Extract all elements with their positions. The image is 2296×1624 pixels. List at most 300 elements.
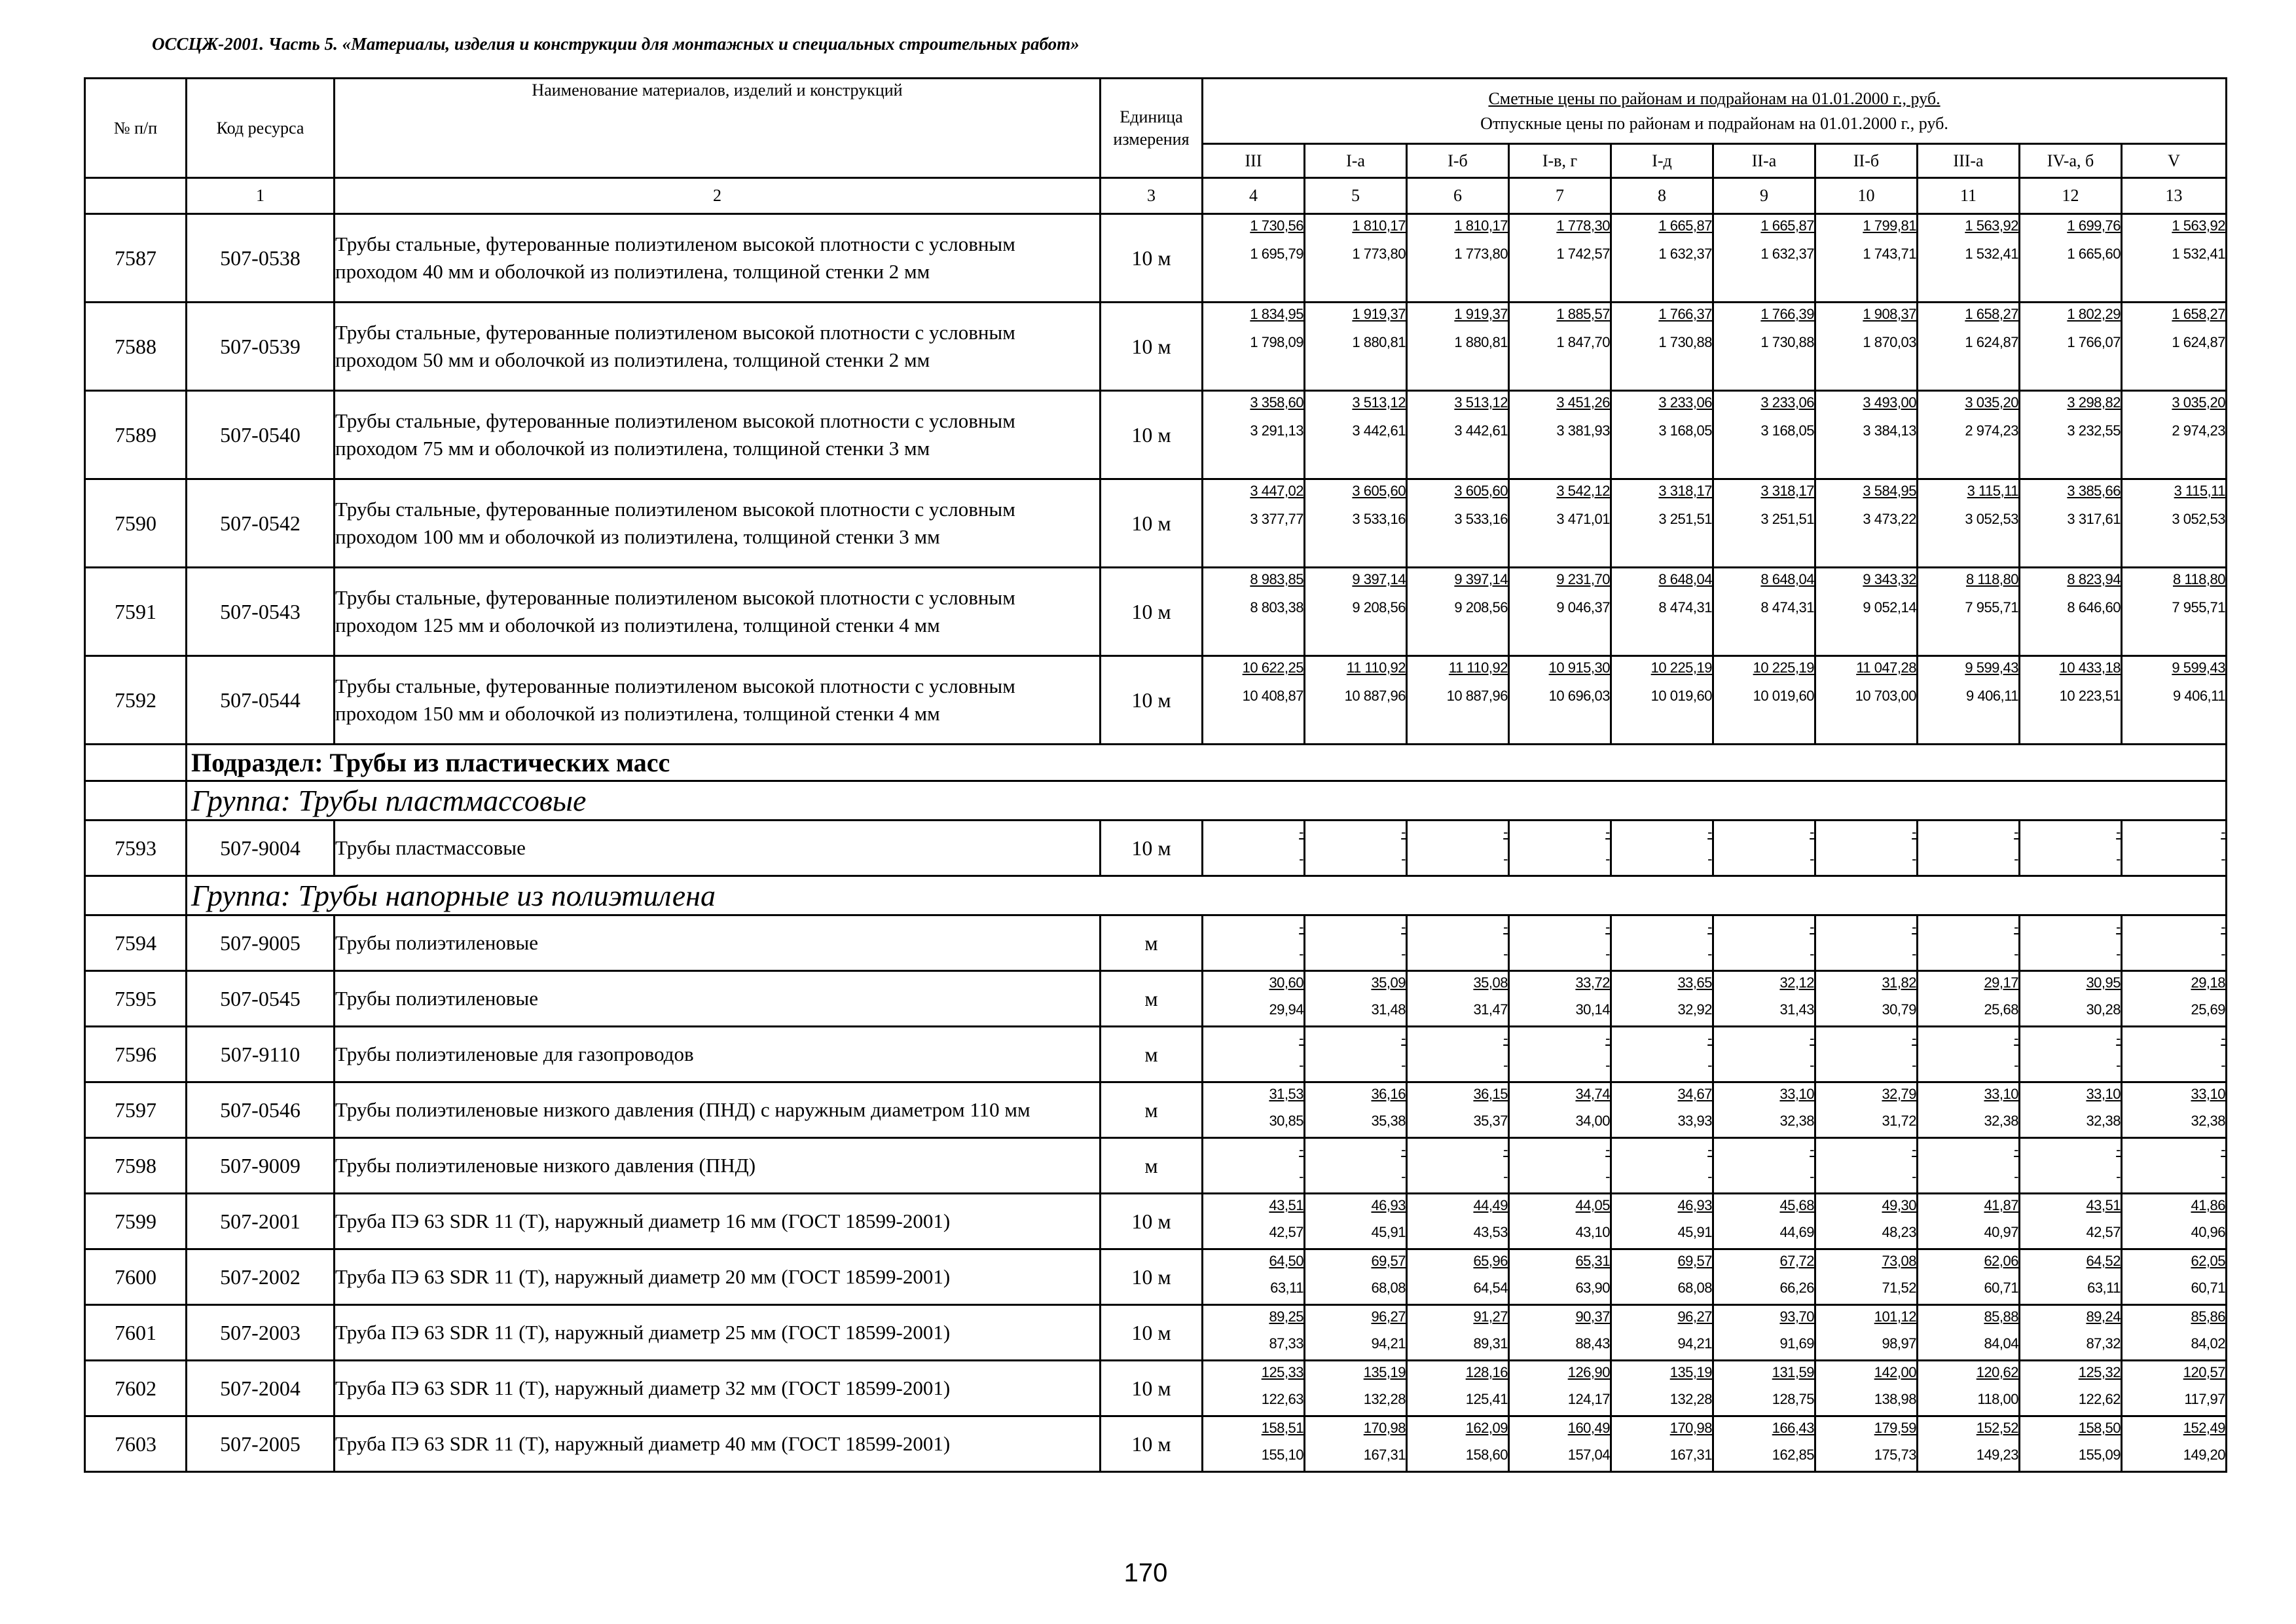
release-price: - <box>1707 945 1712 962</box>
resource-code: 507-2001 <box>187 1194 335 1249</box>
estimate-price: 3 035,20 <box>2172 394 2226 411</box>
item-name: Трубы стальные, футерованные полиэтиленом высокой плотности с условным проходом 40 мм и оболочкой из полиэтилена, толщиной стенки 2 мм <box>335 214 1101 303</box>
price-cell <box>1713 656 1815 745</box>
release-price: 1 773,80 <box>1352 245 1406 262</box>
price-cell <box>1407 1249 1509 1305</box>
estimate-price: 135,19 <box>1669 1364 1712 1380</box>
release-price: 32,38 <box>1984 1112 2018 1129</box>
estimate-price: 1 810,17 <box>1454 217 1508 234</box>
price-cell <box>2020 568 2122 656</box>
release-price: 87,33 <box>1269 1335 1303 1352</box>
release-price: 3 384,13 <box>1863 422 1916 439</box>
estimate-price: 1 658,27 <box>2172 306 2226 322</box>
estimate-price: 44,49 <box>1473 1197 1508 1213</box>
estimate-price: 43,51 <box>2086 1197 2121 1213</box>
estimate-price: 91,27 <box>1473 1308 1508 1325</box>
estimate-price: 158,51 <box>1261 1420 1303 1436</box>
release-price: 2 974,23 <box>2172 422 2226 439</box>
row-number: 7601 <box>85 1305 187 1361</box>
release-price: 31,47 <box>1473 1001 1508 1018</box>
release-price: 9 208,56 <box>1454 599 1508 616</box>
unit-of-measure: 10 м <box>1101 1305 1203 1361</box>
price-cell <box>1407 1361 1509 1416</box>
price-cell <box>1407 656 1509 745</box>
price-cell <box>1815 1194 1918 1249</box>
price-cell <box>2020 1249 2122 1305</box>
price-cell <box>1407 214 1509 303</box>
price-cell <box>1509 1249 1611 1305</box>
price-cell <box>1203 214 1305 303</box>
price-cell <box>1509 1361 1611 1416</box>
release-price: - <box>2116 850 2121 867</box>
price-cell <box>1509 479 1611 568</box>
item-name: Трубы полиэтиленовые <box>335 915 1101 971</box>
estimate-price: 3 513,12 <box>1454 394 1508 411</box>
price-cell <box>1918 1416 2020 1472</box>
price-cell <box>1815 915 1918 971</box>
table-row <box>85 971 2227 1027</box>
release-price: - <box>1299 850 1303 867</box>
estimate-price: 170,98 <box>1363 1420 1406 1436</box>
release-price: 1 632,37 <box>1760 245 1814 262</box>
column-index: 1 <box>187 178 335 214</box>
estimate-price: 96,27 <box>1677 1308 1712 1325</box>
unit-of-measure: 10 м <box>1101 1194 1203 1249</box>
release-price: - <box>1605 945 1610 962</box>
estimate-price: 160,49 <box>1567 1420 1610 1436</box>
table-row <box>85 568 2227 656</box>
estimate-price: 8 648,04 <box>1658 571 1712 587</box>
item-name: Трубы стальные, футерованные полиэтиленом высокой плотности с условным проходом 125 мм и оболочкой из полиэтилена, толщиной стенки 4 мм <box>335 568 1101 656</box>
price-cell <box>2020 971 2122 1027</box>
unit-of-measure: 10 м <box>1101 568 1203 656</box>
release-price: 10 703,00 <box>1855 687 1916 704</box>
estimate-price: 33,10 <box>2191 1086 2226 1102</box>
estimate-price: 142,00 <box>1874 1364 1916 1380</box>
estimate-price: 1 919,37 <box>1454 306 1508 322</box>
price-cell <box>2122 1305 2227 1361</box>
estimate-price: 8 118,80 <box>2173 571 2226 587</box>
release-price: - <box>1503 1056 1508 1073</box>
release-price: 10 223,51 <box>2059 687 2121 704</box>
price-cell <box>1713 1194 1815 1249</box>
estimate-price: 89,24 <box>2086 1308 2121 1325</box>
price-cell <box>1815 1361 1918 1416</box>
price-cell <box>1918 915 2020 971</box>
price-cell <box>1407 1138 1509 1194</box>
price-cell <box>1203 1082 1305 1138</box>
price-cell <box>1203 1361 1305 1416</box>
price-cell <box>1815 214 1918 303</box>
estimate-price: - <box>1810 1030 1814 1046</box>
release-price: 35,37 <box>1473 1112 1508 1129</box>
price-cell <box>1815 1416 1918 1472</box>
release-price: 8 646,60 <box>2067 599 2121 616</box>
estimate-price: 3 035,20 <box>1965 394 2018 411</box>
document-header: ОССЦЖ-2001. Часть 5. «Материалы, изделия и конструкции для монтажных и специальных строительных работ» <box>152 34 1080 54</box>
estimate-price: - <box>1299 824 1303 840</box>
region-header: I-в, г <box>1509 144 1611 178</box>
release-price: - <box>1810 1168 1814 1185</box>
row-number: 7600 <box>85 1249 187 1305</box>
estimate-price: 3 513,12 <box>1352 394 1406 411</box>
estimate-price: - <box>2014 919 2018 935</box>
release-price: - <box>2116 945 2121 962</box>
release-price: 10 019,60 <box>1753 687 1814 704</box>
price-cell <box>1918 1249 2020 1305</box>
price-cell <box>1611 303 1713 391</box>
price-cell <box>1713 1249 1815 1305</box>
release-price: - <box>2116 1056 2121 1073</box>
price-cell <box>1203 568 1305 656</box>
release-price: 149,20 <box>2183 1446 2226 1463</box>
release-price: 33,93 <box>1677 1112 1712 1129</box>
release-price: 175,73 <box>1874 1446 1916 1463</box>
estimate-price: 131,59 <box>1772 1364 1814 1380</box>
price-cell <box>1713 391 1815 479</box>
column-index: 13 <box>2122 178 2227 214</box>
resource-code: 507-9009 <box>187 1138 335 1194</box>
release-price: - <box>1401 1056 1406 1073</box>
release-price: 60,71 <box>1984 1279 2018 1296</box>
estimate-price: 1 802,29 <box>2067 306 2121 322</box>
release-price: 1 665,60 <box>2067 245 2121 262</box>
column-index: 4 <box>1203 178 1305 214</box>
price-cell <box>1815 1249 1918 1305</box>
row-number: 7594 <box>85 915 187 971</box>
region-header: IV-а, б <box>2020 144 2122 178</box>
estimate-price: 44,05 <box>1575 1197 1610 1213</box>
price-cell <box>1203 821 1305 876</box>
release-price: 1 632,37 <box>1658 245 1712 262</box>
release-price: 8 803,38 <box>1250 599 1303 616</box>
release-price: 122,62 <box>2078 1390 2121 1407</box>
estimate-price: 11 047,28 <box>1856 659 1916 676</box>
estimate-price: - <box>1707 1030 1712 1046</box>
price-cell <box>1407 391 1509 479</box>
row-number: 7588 <box>85 303 187 391</box>
resource-code: 507-0543 <box>187 568 335 656</box>
release-price: 3 442,61 <box>1352 422 1406 439</box>
estimate-price: 46,93 <box>1677 1197 1712 1213</box>
release-price: 1 532,41 <box>1965 245 2018 262</box>
estimate-price: - <box>2221 824 2226 840</box>
price-cell <box>1713 971 1815 1027</box>
estimate-price: 120,57 <box>2183 1364 2226 1380</box>
price-cell <box>1918 214 2020 303</box>
region-header: I-д <box>1611 144 1713 178</box>
column-index: 6 <box>1407 178 1509 214</box>
release-price: 10 696,03 <box>1548 687 1610 704</box>
price-cell <box>1611 1361 1713 1416</box>
estimate-price: 1 885,57 <box>1556 306 1610 322</box>
estimate-price: 64,50 <box>1269 1253 1303 1269</box>
item-name: Труба ПЭ 63 SDR 11 (Т), наружный диаметр 32 мм (ГОСТ 18599-2001) <box>335 1361 1101 1416</box>
row-number: 7595 <box>85 971 187 1027</box>
release-price: - <box>1707 1056 1712 1073</box>
table-row <box>85 1361 2227 1416</box>
estimate-price: 1 699,76 <box>2067 217 2121 234</box>
estimate-price: - <box>1605 1030 1610 1046</box>
release-price: - <box>1707 1168 1712 1185</box>
estimate-price: - <box>2014 1030 2018 1046</box>
estimate-price: 36,16 <box>1371 1086 1406 1102</box>
unit-of-measure: м <box>1101 1027 1203 1082</box>
estimate-price: 1 665,87 <box>1658 217 1712 234</box>
release-price: 3 381,93 <box>1556 422 1610 439</box>
estimate-price: 9 397,14 <box>1454 571 1508 587</box>
table-row <box>85 915 2227 971</box>
estimate-price: 10 225,19 <box>1753 659 1814 676</box>
release-price: - <box>1299 1056 1303 1073</box>
estimate-price: 10 622,25 <box>1242 659 1303 676</box>
release-price: 3 168,05 <box>1760 422 1814 439</box>
release-price: 10 887,96 <box>1446 687 1508 704</box>
price-cell <box>1509 915 1611 971</box>
price-cell <box>1407 1082 1509 1138</box>
price-cell <box>1815 1305 1918 1361</box>
item-name: Трубы стальные, футерованные полиэтиленом высокой плотности с условным проходом 75 мм и оболочкой из полиэтилена, толщиной стенки 3 мм <box>335 391 1101 479</box>
resource-code: 507-9110 <box>187 1027 335 1082</box>
price-cell <box>1305 1416 1407 1472</box>
price-cell <box>1509 1194 1611 1249</box>
release-price: 29,94 <box>1269 1001 1303 1018</box>
price-cell <box>1815 1082 1918 1138</box>
estimate-price: 90,37 <box>1575 1308 1610 1325</box>
release-price: 25,68 <box>1984 1001 2018 1018</box>
release-price: 7 955,71 <box>1965 599 2018 616</box>
price-cell <box>1407 1194 1509 1249</box>
release-price: 117,97 <box>2184 1390 2226 1407</box>
price-cell <box>1918 821 2020 876</box>
estimate-price: 33,10 <box>1779 1086 1814 1102</box>
estimate-price: 3 298,82 <box>2067 394 2121 411</box>
release-price: 9 406,11 <box>2173 687 2226 704</box>
release-price: - <box>1605 1056 1610 1073</box>
section-row <box>187 781 2227 821</box>
price-cell <box>1407 1416 1509 1472</box>
estimate-price: 128,16 <box>1465 1364 1508 1380</box>
release-price: 167,31 <box>1363 1446 1406 1463</box>
price-cell <box>2020 915 2122 971</box>
estimate-price: - <box>1401 1030 1406 1046</box>
price-cell <box>1713 479 1815 568</box>
item-name: Труба ПЭ 63 SDR 11 (Т), наружный диаметр 20 мм (ГОСТ 18599-2001) <box>335 1249 1101 1305</box>
price-cell <box>1305 1249 1407 1305</box>
price-cell <box>1815 479 1918 568</box>
price-cell <box>1611 479 1713 568</box>
release-price: 30,79 <box>1882 1001 1916 1018</box>
estimate-price: 9 599,43 <box>2172 659 2226 676</box>
resource-code: 507-2002 <box>187 1249 335 1305</box>
price-cell <box>1509 214 1611 303</box>
release-price: 3 251,51 <box>1658 510 1712 527</box>
estimate-price: 3 385,66 <box>2067 483 2121 499</box>
estimate-price: - <box>1912 919 1916 935</box>
price-cell <box>2020 1361 2122 1416</box>
table-row <box>85 391 2227 479</box>
release-price: 1 742,57 <box>1556 245 1610 262</box>
column-index: 11 <box>1918 178 2020 214</box>
unit-of-measure: 10 м <box>1101 1249 1203 1305</box>
release-price: 94,21 <box>1677 1335 1712 1352</box>
price-cell <box>1305 1027 1407 1082</box>
estimate-price: 1 908,37 <box>1863 306 1916 322</box>
prices-title-release: Отпускные цены по районам и подрайонам на 01.01.2000 г., руб. <box>1480 113 1948 133</box>
price-cell <box>2122 568 2227 656</box>
estimate-price: 125,32 <box>2078 1364 2121 1380</box>
price-cell <box>1407 971 1509 1027</box>
release-price: 3 471,01 <box>1556 510 1610 527</box>
column-index: 10 <box>1815 178 1918 214</box>
price-cell <box>1713 1027 1815 1082</box>
estimate-price: 1 834,95 <box>1250 306 1303 322</box>
table-row <box>85 214 2227 303</box>
release-price: 40,97 <box>1984 1223 2018 1240</box>
price-cell <box>1305 391 1407 479</box>
unit-of-measure: 10 м <box>1101 656 1203 745</box>
estimate-price: 32,12 <box>1779 974 1814 991</box>
estimate-price: 89,25 <box>1269 1308 1303 1325</box>
release-price: 1 624,87 <box>2172 333 2226 350</box>
release-price: 84,02 <box>2191 1335 2226 1352</box>
price-cell <box>1611 214 1713 303</box>
estimate-price: 31,82 <box>1882 974 1916 991</box>
price-cell <box>1815 821 1918 876</box>
release-price: 3 251,51 <box>1760 510 1814 527</box>
estimate-price: - <box>2221 1030 2226 1046</box>
price-cell <box>2122 1027 2227 1082</box>
price-cell <box>1203 1027 1305 1082</box>
estimate-price: 135,19 <box>1363 1364 1406 1380</box>
region-header: III-а <box>1918 144 2020 178</box>
price-cell <box>2020 1082 2122 1138</box>
release-price: - <box>2014 1056 2018 1073</box>
table-row <box>85 1194 2227 1249</box>
price-cell <box>1509 391 1611 479</box>
unit-of-measure: м <box>1101 1082 1203 1138</box>
row-number: 7599 <box>85 1194 187 1249</box>
release-price: 3 442,61 <box>1454 422 1508 439</box>
release-price: 35,38 <box>1371 1112 1406 1129</box>
release-price: 31,48 <box>1371 1001 1406 1018</box>
price-cell <box>1305 303 1407 391</box>
release-price: 155,10 <box>1261 1446 1303 1463</box>
price-cell <box>1611 1027 1713 1082</box>
release-price: 10 019,60 <box>1650 687 1712 704</box>
price-cell <box>1611 656 1713 745</box>
release-price: 63,90 <box>1575 1279 1610 1296</box>
resource-code: 507-9004 <box>187 821 335 876</box>
release-price: - <box>2221 1056 2226 1073</box>
estimate-price: 120,62 <box>1976 1364 2018 1380</box>
release-price: 98,97 <box>1882 1335 1916 1352</box>
resource-code: 507-0542 <box>187 479 335 568</box>
price-cell <box>1713 1416 1815 1472</box>
estimate-price: 62,06 <box>1984 1253 2018 1269</box>
price-cell <box>1713 1305 1815 1361</box>
col-header-prices <box>1203 79 2227 144</box>
price-cell <box>1509 1082 1611 1138</box>
release-price: 10 408,87 <box>1242 687 1303 704</box>
release-price: - <box>2014 945 2018 962</box>
estimate-price: 126,90 <box>1567 1364 1610 1380</box>
release-price: 3 052,53 <box>1965 510 2018 527</box>
price-cell <box>1509 971 1611 1027</box>
section-spacer <box>85 876 187 915</box>
unit-of-measure: 10 м <box>1101 821 1203 876</box>
release-price: 162,85 <box>1772 1446 1814 1463</box>
release-price: 3 377,77 <box>1250 510 1303 527</box>
item-name: Трубы полиэтиленовые низкого давления (ПНД) <box>335 1138 1101 1194</box>
estimate-price: 67,72 <box>1779 1253 1814 1269</box>
table-row <box>85 1416 2227 1472</box>
price-cell <box>1509 1305 1611 1361</box>
row-number: 7593 <box>85 821 187 876</box>
release-price: 8 474,31 <box>1760 599 1814 616</box>
estimate-price: 65,31 <box>1575 1253 1610 1269</box>
item-name: Трубы стальные, футерованные полиэтиленом высокой плотности с условным проходом 100 мм и оболочкой из полиэтилена, толщиной стенки 3 мм <box>335 479 1101 568</box>
estimate-price: 3 318,17 <box>1658 483 1712 499</box>
release-price: 3 291,13 <box>1250 422 1303 439</box>
estimate-price: - <box>1503 824 1508 840</box>
price-cell <box>1918 1027 2020 1082</box>
price-cell <box>1611 1249 1713 1305</box>
release-price: 149,23 <box>1976 1446 2018 1463</box>
estimate-price: - <box>1605 824 1610 840</box>
price-cell <box>1407 303 1509 391</box>
price-cell <box>1918 1082 2020 1138</box>
release-price: 32,92 <box>1677 1001 1712 1018</box>
release-price: - <box>1707 850 1712 867</box>
release-price: 48,23 <box>1882 1223 1916 1240</box>
price-cell <box>1305 568 1407 656</box>
subsection-title: Подраздел: Трубы из пластических масс <box>191 748 670 777</box>
estimate-price: - <box>2221 919 2226 935</box>
estimate-price: - <box>1912 1030 1916 1046</box>
estimate-price: 34,74 <box>1575 1086 1610 1102</box>
estimate-price: - <box>1299 1141 1303 1158</box>
unit-of-measure: 10 м <box>1101 1361 1203 1416</box>
price-cell <box>1203 391 1305 479</box>
region-header: II-а <box>1713 144 1815 178</box>
price-cell <box>1305 656 1407 745</box>
column-index: 7 <box>1509 178 1611 214</box>
release-price: 1 532,41 <box>2172 245 2226 262</box>
price-cell <box>1509 821 1611 876</box>
col-header-code: Код ресурса <box>187 79 335 178</box>
price-cell <box>1305 1082 1407 1138</box>
release-price: 1 743,71 <box>1863 245 1916 262</box>
resource-code: 507-0544 <box>187 656 335 745</box>
unit-of-measure: м <box>1101 971 1203 1027</box>
estimate-price: - <box>2116 824 2121 840</box>
estimate-price: 3 115,11 <box>1967 483 2018 499</box>
group-title: Группа: Трубы напорные из полиэтилена <box>191 879 716 912</box>
release-price: - <box>1299 945 1303 962</box>
estimate-price: 33,10 <box>2086 1086 2121 1102</box>
price-cell <box>1918 391 2020 479</box>
price-cell <box>1203 1138 1305 1194</box>
price-cell <box>2122 479 2227 568</box>
price-cell <box>1203 1305 1305 1361</box>
price-cell <box>1918 1361 2020 1416</box>
price-cell <box>1713 303 1815 391</box>
release-price: - <box>1401 945 1406 962</box>
estimate-price: 3 233,06 <box>1658 394 1712 411</box>
unit-of-measure: м <box>1101 1138 1203 1194</box>
estimate-price: - <box>2014 824 2018 840</box>
